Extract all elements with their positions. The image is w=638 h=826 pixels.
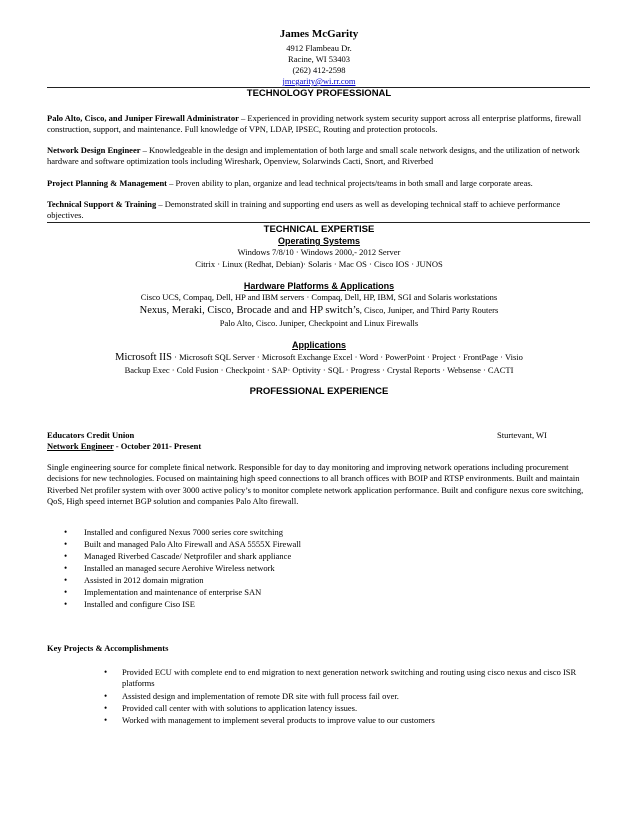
job-title-line — [47, 441, 201, 452]
bullet-icon: • — [104, 703, 108, 713]
hardware-line-2 — [0, 304, 638, 318]
list-item: • Assisted in 2012 domain migration — [64, 575, 204, 585]
hardware-routers: , Cisco, Juniper, and Third Party Routers — [359, 305, 499, 315]
summary-item-text: – Experienced in providing network system security support across all enterprise platforms, firewall construction, support, and maintenance. Full knowledge of VPN, LDAP, IPSEC, Routing and protection protocols. — [47, 113, 582, 135]
summary-item-title: Network Design Engineer — [47, 145, 141, 155]
summary-item-text: – Demonstrated skill in training and supporting end users as well as developing technical staff to achieve performance objectives. — [47, 199, 561, 221]
summary-item-text: – Knowledgeable in the design and implementation of both large and small scale network designs, and the utilization of network hardware and software optimization tools including Wireshark, Openview, Solarwinds Cacti, Snort, and Riverbed — [47, 145, 580, 167]
projects-heading: Key Projects & Accomplishments — [47, 643, 169, 653]
expertise-heading: TECHNICAL EXPERTISE — [263, 224, 375, 235]
list-item: • Managed Riverbed Cascade/ Netprofiler and shark appliance — [64, 551, 292, 561]
os-line-2: Citrix · Linux (Redhat, Debian)· Solaris · Mac OS · Cisco IOS · JUNOS — [195, 259, 443, 269]
applications-heading: Applications — [291, 340, 346, 350]
job-title: Network Engineer — [47, 441, 114, 451]
phone-number: (262) 412-2598 — [292, 65, 346, 75]
bullet-icon: • — [64, 599, 68, 609]
list-item: • Provided call center with with solutions to application latency issues. — [104, 703, 358, 713]
list-item: • Installed an managed secure Aerohive Wireless network — [64, 563, 275, 573]
applications-line-1 — [0, 351, 638, 365]
list-item: • Implementation and maintenance of enterprise SAN — [64, 587, 262, 597]
summary-item — [47, 199, 590, 222]
bullet-icon: • — [64, 551, 68, 561]
job-dates: - October 2011- Present — [113, 441, 202, 451]
hardware-line-3: Palo Alto, Cisco. Juniper, Checkpoint and Linux Firewalls — [219, 318, 419, 328]
app-list: · Microsoft SQL Server · Microsoft Exchange Excel · Word · PowerPoint · Project · FrontPage · Visio — [172, 352, 523, 362]
bullet-icon: • — [64, 563, 68, 573]
address-line-2: Racine, WI 53403 — [288, 54, 350, 64]
summary-heading: TECHNOLOGY PROFESSIONAL — [246, 88, 392, 99]
list-item: • Built and managed Palo Alto Firewall and ASA 5555X Firewall — [64, 539, 301, 549]
summary-item-title: Project Planning & Management — [47, 178, 168, 188]
applications-line-2: Backup Exec · Cold Fusion · Checkpoint · SAP· Optivity · SQL · Progress · Crystal Reports · Websense · CACTI — [124, 365, 514, 375]
os-line-1: Windows 7/8/10 · Windows 2000,- 2012 Server — [237, 247, 401, 257]
list-item: • Assisted design and implementation of remote DR site with full process fail over. — [104, 691, 399, 701]
employer-location: Sturtevant, WI — [497, 430, 547, 440]
bullet-icon: • — [104, 715, 108, 725]
bullet-icon: • — [64, 539, 68, 549]
email-link[interactable]: jmcgarity@wi.rr.com — [282, 76, 356, 86]
os-heading: Operating Systems — [277, 236, 361, 246]
job-description: Single engineering source for complete finical network. Responsible for day to day monitoring and improving network operations including procurement decisions for new technologies. Focused on maintaining high speed connections to all branch offices with BOIP and RTSP environments. Built and maintain Riverbed Net profiler system with over 3000 active policy’s to monitor complete network application performance. Built and configure nexus core switching, QoS, High speed internet BGP solution and companies Palo Alto firewall. — [47, 462, 584, 507]
hardware-heading: Hardware Platforms & Applications — [243, 281, 395, 291]
employer-name: Educators Credit Union — [47, 430, 135, 440]
divider — [47, 222, 590, 223]
hardware-switches: Nexus, Meraki, Cisco, Brocade and and HP switch’s — [139, 305, 360, 316]
summary-item — [47, 113, 590, 136]
list-item: • Worked with management to implement several products to improve value to our customers — [104, 715, 435, 725]
bullet-icon: • — [64, 527, 68, 537]
list-item: • Installed and configure Ciso ISE — [64, 599, 195, 609]
candidate-name: James McGarity — [279, 28, 359, 40]
bullet-icon: • — [104, 691, 108, 701]
projects-list — [104, 667, 590, 726]
bullet-icon: • — [64, 575, 68, 585]
bullet-icon: • — [64, 587, 68, 597]
list-item: • Installed and configured Nexus 7000 series core switching — [64, 527, 283, 537]
job-bullet-list — [64, 526, 564, 610]
summary-item — [47, 178, 590, 189]
summary-item — [47, 145, 590, 168]
experience-heading: PROFESSIONAL EXPERIENCE — [249, 386, 389, 397]
summary-item-text: – Proven ability to plan, organize and lead technical projects/teams in both small and large corporate areas. — [167, 178, 533, 188]
app-iis: Microsoft IIS — [115, 352, 172, 363]
bullet-icon: • — [104, 667, 108, 677]
address-line-1: 4912 Flambeau Dr. — [286, 43, 352, 53]
summary-item-title: Technical Support & Training — [47, 199, 157, 209]
hardware-line-1: Cisco UCS, Compaq, Dell, HP and IBM servers · Compaq, Dell, HP, IBM, SGI and Solaris workstations — [140, 292, 498, 302]
list-item: • Provided ECU with complete end to end migration to next generation network switching and routing using cisco nexus and cisco ISR platforms — [104, 667, 577, 688]
summary-item-title: Palo Alto, Cisco, and Juniper Firewall Administrator — [47, 113, 239, 123]
